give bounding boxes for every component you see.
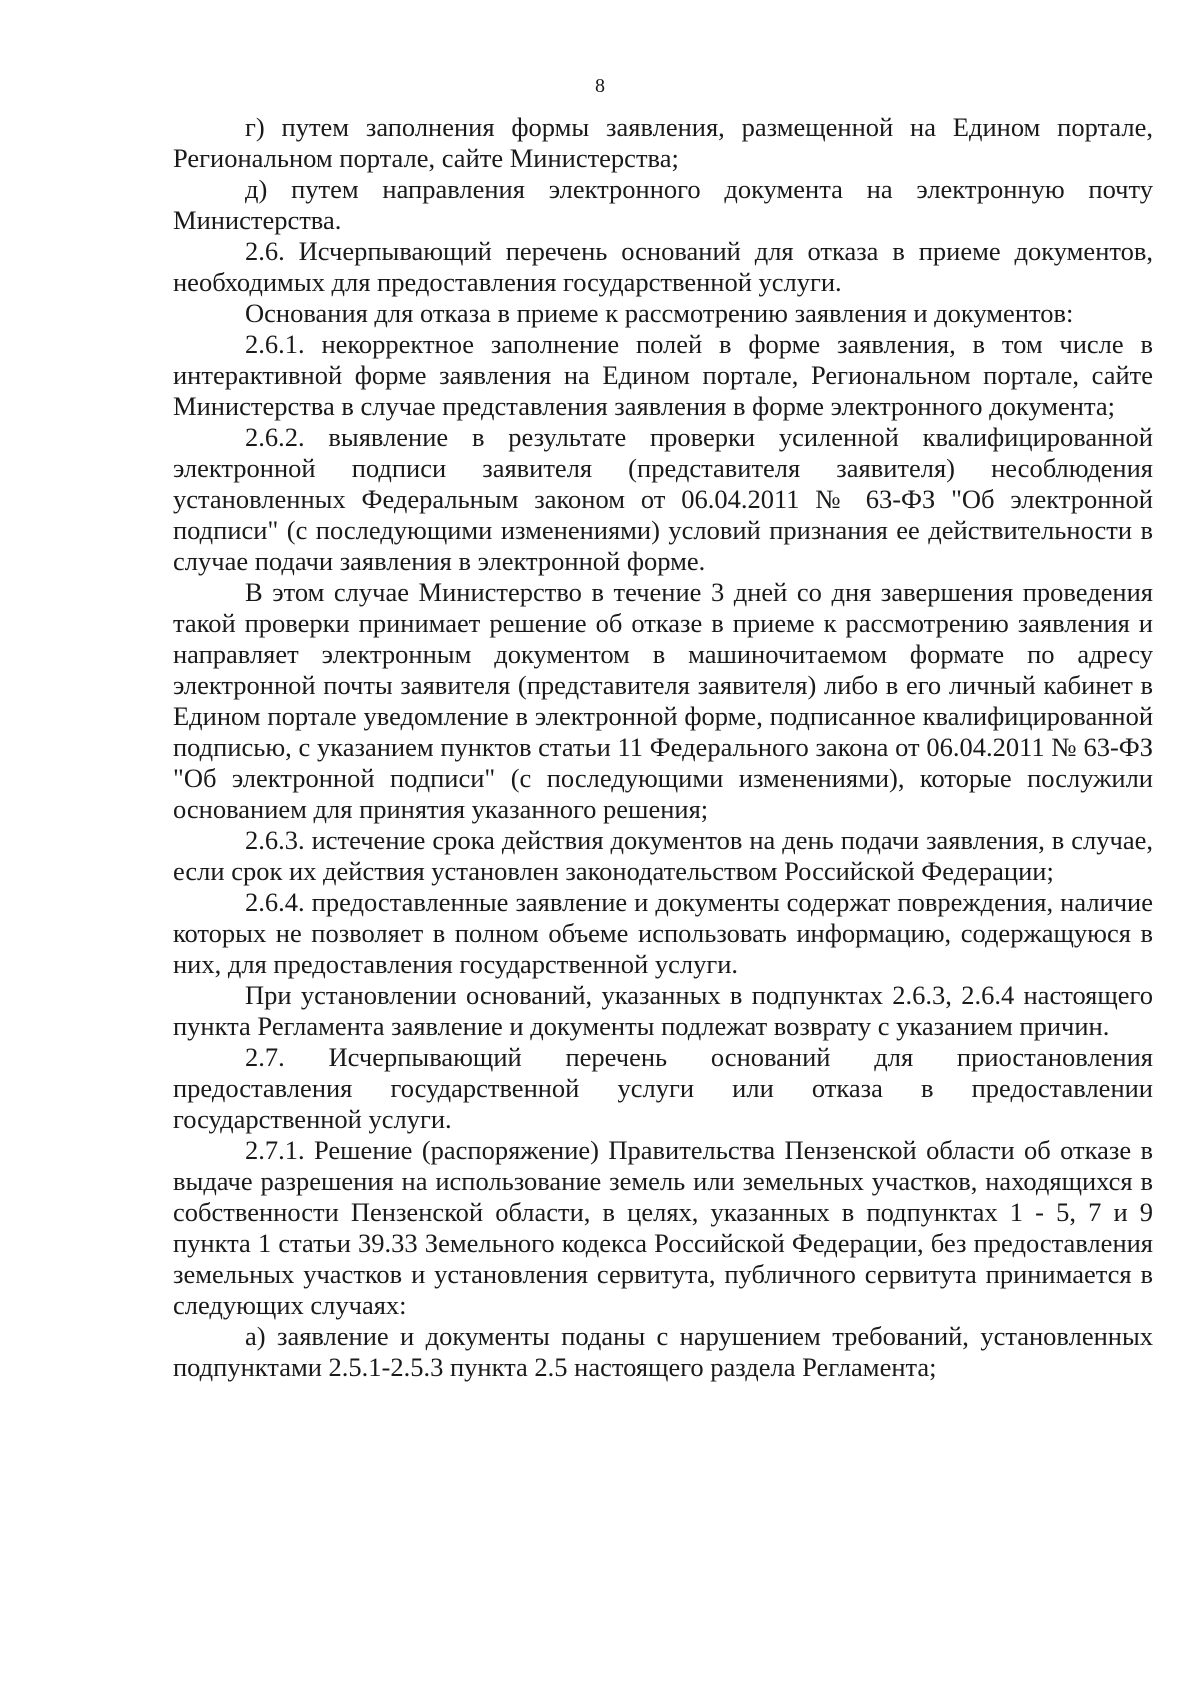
paragraph-2-7-heading: 2.7. Исчерпывающий перечень оснований для приостановления предоставления государственной услуги или отказа в предоставлении государственной услуги. <box>173 1042 1153 1134</box>
paragraph-2-6-heading: 2.6. Исчерпывающий перечень оснований для отказа в приеме документов, необходимых для предоставления государственной услуги. <box>173 236 1153 297</box>
paragraph-item-d: д) путем направления электронного документа на электронную почту Министерства. <box>173 174 1153 235</box>
page-number: 8 <box>595 75 605 97</box>
paragraph-2-6-1: 2.6.1. некорректное заполнение полей в форме заявления, в том числе в интерактивной форме заявления на Едином портале, Региональном портале, сайте Министерства в случае представления заявления в форме электронного документа; <box>173 329 1153 421</box>
paragraph-grounds-intro: Основания для отказа в приеме к рассмотрению заявления и документов: <box>245 298 1074 328</box>
paragraph-2-6-2: 2.6.2. выявление в результате проверки усиленной квалифицированной электронной подписи заявителя (представителя заявителя) несоблюдения установленных Федеральным законом от 06.04.2011 № 63-ФЗ "Об электронной подписи" (с последующими изменениями) условий признания ее действительности в случае подачи заявления в электронной форме. <box>173 422 1153 576</box>
paragraph-item-g: г) путем заполнения формы заявления, размещенной на Едином портале, Региональном портале, сайте Министерства; <box>173 112 1153 173</box>
paragraph-2-6-3: 2.6.3. истечение срока действия документов на день подачи заявления, в случае, если срок их действия установлен законодательством Российской Федерации; <box>173 825 1153 886</box>
paragraph-return-documents: При установлении оснований, указанных в подпунктах 2.6.3, 2.6.4 настоящего пункта Регламента заявление и документы подлежат возврату с указанием причин. <box>173 980 1153 1041</box>
document-body <box>173 112 1153 1383</box>
paragraph-2-6-4: 2.6.4. предоставленные заявление и документы содержат повреждения, наличие которых не позволяет в полном объеме использовать информацию, содержащуюся в них, для предоставления государственной услуги. <box>173 887 1153 979</box>
paragraph-2-7-1: 2.7.1. Решение (распоряжение) Правительства Пензенской области об отказе в выдаче разрешения на использование земель или земельных участков, находящихся в собственности Пензенской области, в целях, указанных в подпунктах 1 - 5, 7 и 9 пункта 1 статьи 39.33 Земельного кодекса Российской Федерации, без предоставления земельных участков и установления сервитута, публичного сервитута принимается в следующих случаях: <box>173 1135 1153 1320</box>
paragraph-item-a: а) заявление и документы поданы с нарушением требований, установленных подпунктами 2.5.1-2.5.3 пункта 2.5 настоящего раздела Регламента; <box>173 1321 1153 1382</box>
paragraph-ministry-decision: В этом случае Министерство в течение 3 дней со дня завершения проведения такой проверки принимает решение об отказе в приеме к рассмотрению заявления и направляет электронным документом в машиночитаемом формате по адресу электронной почты заявителя (представителя заявителя) либо в его личный кабинет в Едином портале уведомление в электронной форме, подписанное квалифицированной подписью, с указанием пунктов статьи 11 Федерального закона от 06.04.2011 № 63-ФЗ "Об электронной подписи" (с последующими изменениями), которые послужили основанием для принятия указанного решения; <box>173 577 1153 824</box>
